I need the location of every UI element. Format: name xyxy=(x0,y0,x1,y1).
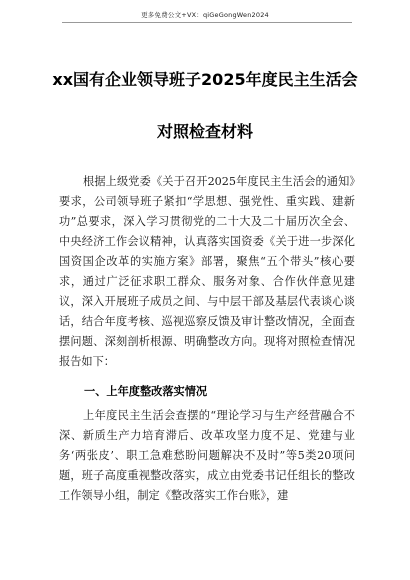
header-divider xyxy=(62,22,352,23)
document-title-line1: xx国有企业领导班子2025年度民主生活会 xyxy=(52,70,358,89)
section-heading-1: 一、上年度整改落实情况 xyxy=(84,385,208,398)
section1-paragraph: 上年度民主生活会查摆的“理论学习与生产经营融合不深、新质生产力培育滞后、改革攻坚力度不足、党建与业务‘两张皮’、职工急难愁盼问题解决不及时”等5类20项问题，班子高度重视整改落实，成立由党委书记任组长的整改工作领导小组，制定《整改落实工作台账》，建 xyxy=(59,409,355,502)
document-title-line2: 对照检查材料 xyxy=(156,122,253,141)
page-header-text: 更多免费公文+VX：qiGeGongWen2024 xyxy=(141,11,269,19)
intro-paragraph: 根据上级党委《关于召开2025年度民主生活会的通知》要求，公司领导班子紧扣“学思想、强党性、重实践、建新功”总要求，深入学习贯彻党的二十大及二十届历次全会、中央经济工作会议精神，认真落实国资委《关于进一步深化国资国企改革的实施方案》部署，聚焦“五个带头”核心要求，通过广泛征求职工群众、服务对象、合作伙伴意见建议，深入开展班子成员之间、与中层干部及基层代表谈心谈话，结合年度考核、巡视巡察反馈及审计整改情况，全面查摆问题、深刻剖析根源、明确整改方向。现将对照检查情况报告如下： xyxy=(59,175,355,368)
